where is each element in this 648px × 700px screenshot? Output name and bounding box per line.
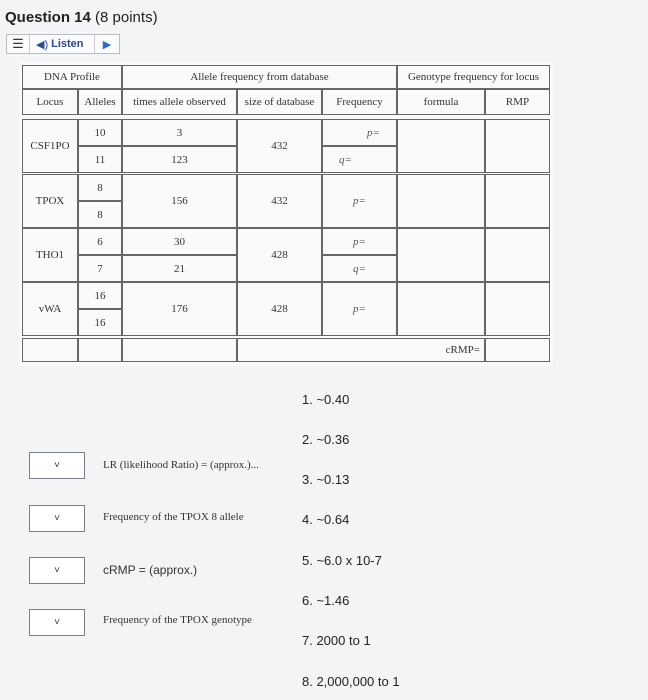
times-observed-cell: 156 [122,174,237,228]
frequency-label: p= [367,126,380,139]
locus-tho1: THO1 [22,228,78,282]
frequency-q-cell [322,255,397,282]
database-size-cell: 432 [237,119,322,173]
allele-cell: 11 [78,146,122,173]
header-times-observed: times allele observed [122,89,237,115]
formula-input-cell[interactable] [397,174,485,228]
answer-option-6: 6. ~1.46 [302,593,350,608]
match-prompt-4: Frequency of the TPOX genotype [103,614,252,626]
crmp-label: cRMP= [445,344,480,356]
header-rmp: RMP [485,89,550,115]
frequency-label: q= [353,262,366,275]
match-select-1[interactable] [29,452,85,479]
times-observed-cell: 3 [122,119,237,146]
answer-option-5: 5. ~6.0 x 10-7 [302,553,382,568]
answer-option-1: 1. ~0.40 [302,392,350,407]
times-observed-cell: 30 [122,228,237,255]
header-genotype-frequency: Genotype frequency for locus [397,65,550,89]
answer-option-7: 7. 2000 to 1 [302,633,371,648]
chevron-down-icon: ˅ [54,460,60,471]
match-select-2[interactable] [29,505,85,532]
rmp-input-cell[interactable] [485,228,550,282]
header-locus: Locus [22,89,78,115]
frequency-label: q= [339,153,352,166]
answer-option-8: 8. 2,000,000 to 1 [302,674,400,689]
times-observed-cell: 21 [122,255,237,282]
frequency-label: p= [353,235,366,248]
frequency-p-cell [322,119,397,146]
question-title [5,9,158,26]
header-formula: formula [397,89,485,115]
allele-cell: 8 [78,174,122,201]
allele-cell: 16 [78,309,122,336]
rmp-input-cell[interactable] [485,282,550,336]
match-prompt-1: LR (likelihood Ratio) = (approx.)... [103,459,259,471]
chevron-down-icon: ˅ [54,565,60,576]
locus-vwa: vWA [22,282,78,336]
frequency-q-cell [322,146,397,173]
menu-icon[interactable]: ☰ [7,35,30,53]
play-icon[interactable]: ▶ [94,35,119,53]
frequency-p-cell [322,228,397,255]
empty-cell [22,338,78,362]
match-prompt-3: cRMP = (approx.) [103,563,198,577]
locus-csf1po: CSF1PO [22,119,78,173]
header-dna-profile: DNA Profile [22,65,122,89]
locus-tpox: TPOX [22,174,78,228]
database-size-cell: 428 [237,228,322,282]
allele-cell: 7 [78,255,122,282]
formula-input-cell[interactable] [397,119,485,173]
match-select-3[interactable] [29,557,85,584]
allele-cell: 16 [78,282,122,309]
listen-button[interactable]: Listen [51,38,84,50]
answer-option-3: 3. ~0.13 [302,472,350,487]
allele-cell: 6 [78,228,122,255]
question-points: (8 points) [95,9,158,26]
header-alleles: Alleles [78,89,122,115]
database-size-cell: 432 [237,174,322,228]
crmp-input-cell[interactable] [485,338,550,362]
speaker-icon[interactable]: ◀) [36,38,49,51]
question-number: Question 14 [5,9,91,26]
answer-option-4: 4. ~0.64 [302,512,350,527]
frequency-p-cell [322,174,397,228]
header-allele-frequency: Allele frequency from database [122,65,397,89]
frequency-p-cell [322,282,397,336]
rmp-input-cell[interactable] [485,119,550,173]
formula-input-cell[interactable] [397,282,485,336]
listen-toolbar [6,34,120,54]
empty-cell [122,338,237,362]
answer-option-2: 2. ~0.36 [302,432,350,447]
allele-cell: 10 [78,119,122,146]
header-frequency: Frequency [322,89,397,115]
chevron-down-icon: ˅ [54,617,60,628]
dna-profile-table [19,62,553,366]
frequency-label: p= [353,195,366,207]
database-size-cell: 428 [237,282,322,336]
times-observed-cell: 123 [122,146,237,173]
chevron-down-icon: ˅ [54,513,60,524]
rmp-input-cell[interactable] [485,174,550,228]
allele-cell: 8 [78,201,122,228]
match-prompt-2: Frequency of the TPOX 8 allele [103,511,244,523]
header-database-size: size of database [237,89,322,115]
formula-input-cell[interactable] [397,228,485,282]
empty-cell [78,338,122,362]
frequency-label: p= [353,303,366,315]
times-observed-cell: 176 [122,282,237,336]
match-select-4[interactable] [29,609,85,636]
crmp-label-cell [237,338,485,362]
